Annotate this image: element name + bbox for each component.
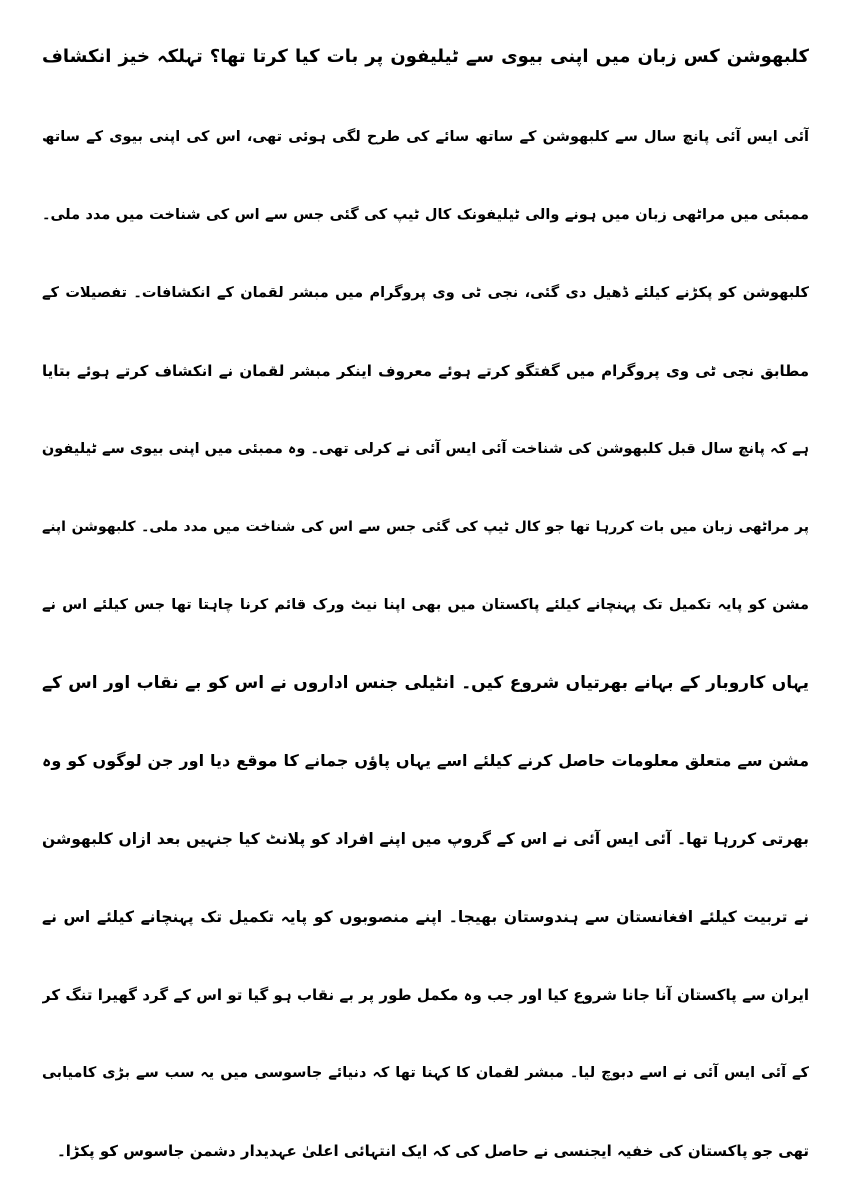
article-line-13: کے آئی ایس آئی نے اسے دبوچ لیا۔ مبشر لقمان کا کہنا تھا کہ دنیائے جاسوسی میں یہ سب سے بڑی کامیابی — [42, 1065, 809, 1081]
article-line-11: نے تربیت کیلئے افغانستان سے ہندوستان بھیجا۔ اپنے منصوبوں کو پایہ تکمیل تک پہنچانے کیلئے اس نے — [42, 908, 809, 926]
article-line-5: ہے کہ پانچ سال قبل کلبھوشن کی شناخت آئی ایس آئی نے کرلی تھی۔ وہ ممبئی میں اپنی بیوی سے ٹیلیفون — [42, 441, 809, 457]
article-line-2: ممبئی میں مراٹھی زبان میں ہونے والی ٹیلیفونک کال ٹیپ کی گئی جس سے اس کی شناخت میں مدد ملی۔ — [42, 207, 809, 223]
article-line-4: مطابق نجی ٹی وی پروگرام میں گفتگو کرتے ہوئے معروف اینکر مبشر لقمان نے انکشاف کرتے ہوئے بتایا — [42, 362, 809, 380]
article-headline: کلبھوشن کس زبان میں اپنی بیوی سے ٹیلیفون پر بات کیا کرتا تھا؟ تہلکہ خیز انکشاف — [42, 46, 809, 67]
article-line-7: مشن کو پایہ تکمیل تک پہنچانے کیلئے پاکستان میں بھی اپنا نیٹ ورک قائم کرنا چاہتا تھا جس کیلئے اس نے — [42, 597, 809, 613]
article-line-6: پر مراٹھی زبان میں بات کررہا تھا جو کال ٹیپ کی گئی جس سے اس کی شناخت میں مدد ملی۔ کلبھوشن اپنے — [42, 519, 809, 535]
article-line-3: کلبھوشن کو پکڑنے کیلئے ڈھیل دی گئی، نجی ٹی وی پروگرام میں مبشر لقمان کے انکشافات۔ تفصیلات کے — [42, 285, 809, 301]
article-line-10: بھرتی کررہا تھا۔ آئی ایس آئی نے اس کے گروپ میں اپنے افراد کو پلانٹ کیا جنہیں بعد ازاں کلبھوشن — [42, 830, 809, 848]
article-line-12: ایران سے پاکستان آنا جانا شروع کیا اور جب وہ مکمل طور پر بے نقاب ہو گیا تو اس کے گرد گھیرا تنگ کر — [42, 986, 809, 1004]
article-line-1: آئی ایس آئی پانچ سال سے کلبھوشن کے ساتھ سائے کی طرح لگی ہوئی تھی، اس کی اپنی بیوی کے ساتھ — [42, 129, 809, 145]
article-line-9: مشن سے متعلق معلومات حاصل کرنے کیلئے اسے یہاں پاؤں جمانے کا موقع دیا اور جن لوگوں کو وہ — [42, 751, 809, 770]
article-line-14: تھی جو پاکستان کی خفیہ ایجنسی نے حاصل کی کہ ایک انتہائی اعلیٰ عہدیدار دشمن جاسوس کو پکڑا۔ — [57, 1142, 809, 1160]
article-line-8: یہاں کاروبار کے بہانے بھرتیاں شروع کیں۔ انٹیلی جنس اداروں نے اس کو بے نقاب اور اس کے — [42, 673, 809, 693]
